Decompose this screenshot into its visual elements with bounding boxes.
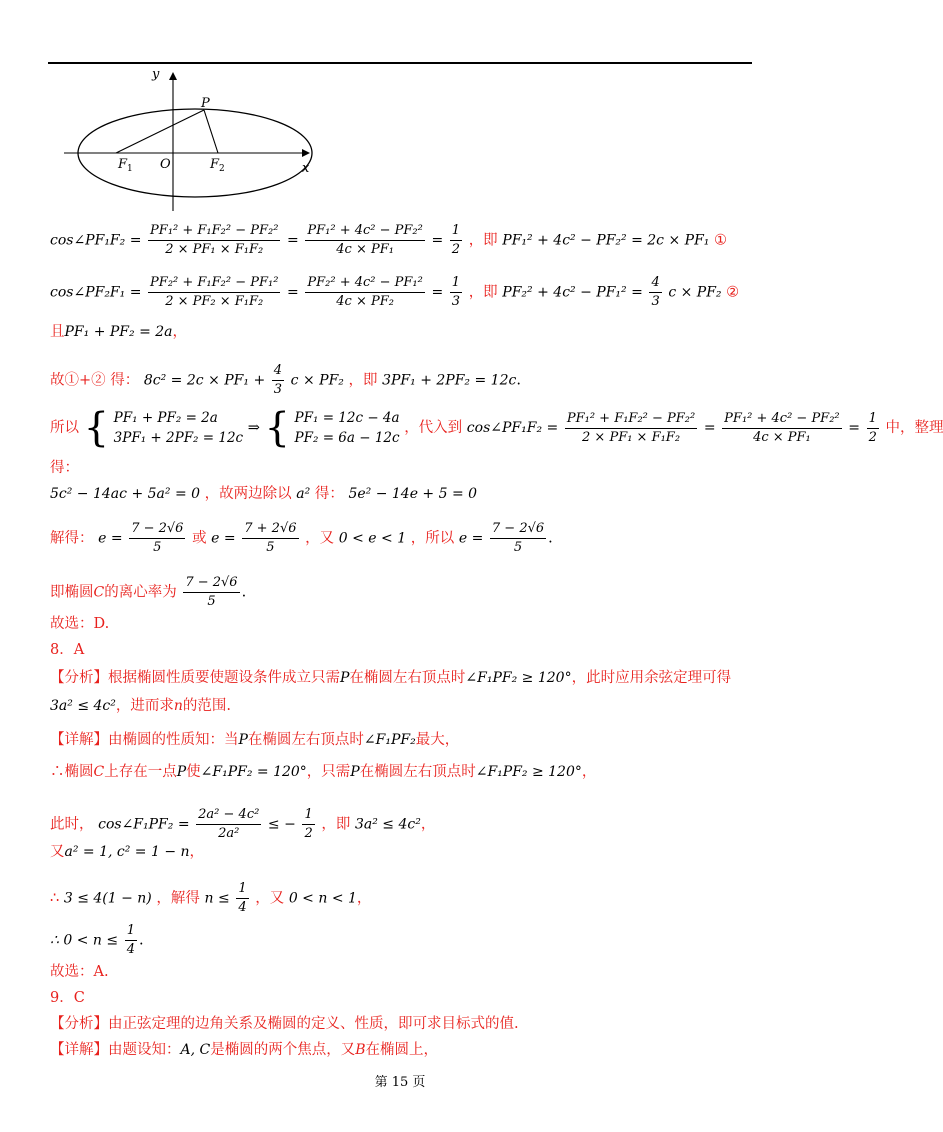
analysis-8: 【分析】根据椭圆性质要使题设条件成立只需P在椭圆左右顶点时∠F₁PF₂ ≥ 120°，此时应用余弦定理可得 xyxy=(50,670,732,686)
fraction: $\frac{\text{PF₂² + F₁F₂² − PF₁²}}{\text{2 × PF₂ × F₁F₂}}$ xyxy=(150,275,279,309)
ellipse-diagram xyxy=(58,68,328,214)
fraction: $\frac{\text{PF₁² + 4c² − PF₂²}}{\text{4c × PF₁}}$ xyxy=(307,223,423,257)
fraction: $\frac{1}{3}$ xyxy=(451,275,461,309)
detail-8-line-4: 又a² = 1, c² = 1 − n， xyxy=(50,844,205,860)
detail-8: 【详解】由椭圆的性质知：当P在椭圆左右顶点时∠F₁PF₂最大， xyxy=(50,732,460,748)
label-f2: $F_2$ xyxy=(210,157,225,174)
analysis-8-cont: 3a² ≤ 4c²，进而求n的范围. xyxy=(50,698,231,714)
detail-8-line-6: ∴ 0 < n ≤ $\frac{1}{4}$ . xyxy=(50,923,144,957)
analysis-9: 【分析】由正弦定理的边角关系及椭圆的定义、性质，即可求目标式的值. xyxy=(50,1016,519,1032)
equation-line-2: cos∠PF₂F₁ = $\frac{\text{PF₂² + F₁F₂² − PF₁²}}{\text{2 × PF₂ × F₁F₂}}$ = $\frac{\text{PF₂² + 4c² − PF₁²}}{\text{4c × PF₂}}$ = $\frac{1}{3}$ ，即 PF₂² + 4c² − PF₁² = $\frac{4}{3}$ c × PF₂ ② xyxy=(50,275,740,309)
answer-line-7: 故选：D. xyxy=(50,616,110,632)
detail-8-line-5: ∴ 3 ≤ 4(1 − n) ，解得 n ≤ $\frac{1}{4}$ ，又 0 < n < 1， xyxy=(50,881,372,915)
detail-8-line-3: 此时， cos∠F₁PF₂ = $\frac{\text{2a² − 4c²}}{\text{2a²}}$ ≤ − $\frac{1}{2}$ ，即 3a² ≤ 4c²， xyxy=(50,807,436,841)
page-number: 第 15 页 xyxy=(374,1075,426,1090)
label-y: y xyxy=(152,67,160,82)
answer-line-8: 故选：A. xyxy=(50,964,109,980)
fraction: $\frac{1}{2}$ xyxy=(451,223,461,257)
text-line-4: 故①+② 得： 8c² = 2c × PF₁ + $\frac{4}{3}$ c × PF₂ ，即 3PF₁ + 2PF₂ = 12c. xyxy=(50,363,521,397)
y-axis-arrow xyxy=(169,72,177,80)
label-o: O xyxy=(160,157,171,172)
text-line-8: 解得： e = $\frac{7 - 2√6}{5}$ 或 e = $\frac{7 + 2√6}{5}$ ，又 0 < e < 1 ，所以 e = $\frac{7 - 2√6}{5}$ . xyxy=(50,521,553,555)
text-line-5: 所以 { PF₁ + PF₂ = 2a 3PF₁ + 2PF₂ = 12c ⇒ { PF₁ = 12c − 4a PF₂ = 6a − 12c ，代入到 cos∠PF₁F₂ = $\frac{\text{PF₁² + F₁F₂² − PF₂²}}{\text{2 × PF₁ × F₁F₂}}$ = $\frac{\text{PF₁² + 4c² − PF₂²}}{\text{4c × PF₁}}$ = $\frac{1}{2}$ 中，整理 xyxy=(50,405,943,451)
label-f1: $F_1$ xyxy=(118,157,133,174)
text-line-7: 5c² − 14ac + 5a² = 0 ，故两边除以 a² 得： 5e² − 14e + 5 = 0 xyxy=(50,486,478,502)
x-axis-arrow xyxy=(302,149,310,157)
question-9-heading: 9．C xyxy=(50,990,85,1006)
label-p: P xyxy=(201,96,210,111)
fraction: $\frac{4}{3}$ xyxy=(651,275,660,309)
detail-9: 【详解】由题设知：A, C是椭圆的两个焦点，又B在椭圆上， xyxy=(50,1042,439,1058)
fraction: $\frac{\text{PF₁² + F₁F₂² − PF₂²}}{\text{2 × PF₁ × F₁F₂}}$ xyxy=(150,223,279,257)
text-line-6: 得： xyxy=(50,460,79,476)
detail-8-line-2: ∴椭圆C上存在一点P使∠F₁PF₂ = 120°，只需P在椭圆左右顶点时∠F₁PF₂ ≥ 120°， xyxy=(50,764,597,780)
question-8-heading: 8．A xyxy=(50,642,85,658)
text-line-9: 即椭圆C的离心率为 $\frac{7 - 2√6}{5}$ . xyxy=(50,575,247,609)
segment-pf2 xyxy=(204,110,218,153)
fraction: $\frac{\text{PF₂² + 4c² − PF₁²}}{\text{4c × PF₂}}$ xyxy=(307,275,423,309)
label-x: x xyxy=(302,161,310,176)
header-rule xyxy=(48,62,752,64)
text-line-3: 且PF₁ + PF₂ = 2a， xyxy=(50,324,188,340)
equation-line-1: cos∠PF₁F₂ = $\frac{\text{PF₁² + F₁F₂² − PF₂²}}{\text{2 × PF₁ × F₁F₂}}$ = $\frac{\text{PF₁² + 4c² − PF₂²}}{\text{4c × PF₁}}$ = $\frac{1}{2}$ ，即 PF₁² + 4c² − PF₂² = 2c × PF₁ ① xyxy=(50,223,728,257)
